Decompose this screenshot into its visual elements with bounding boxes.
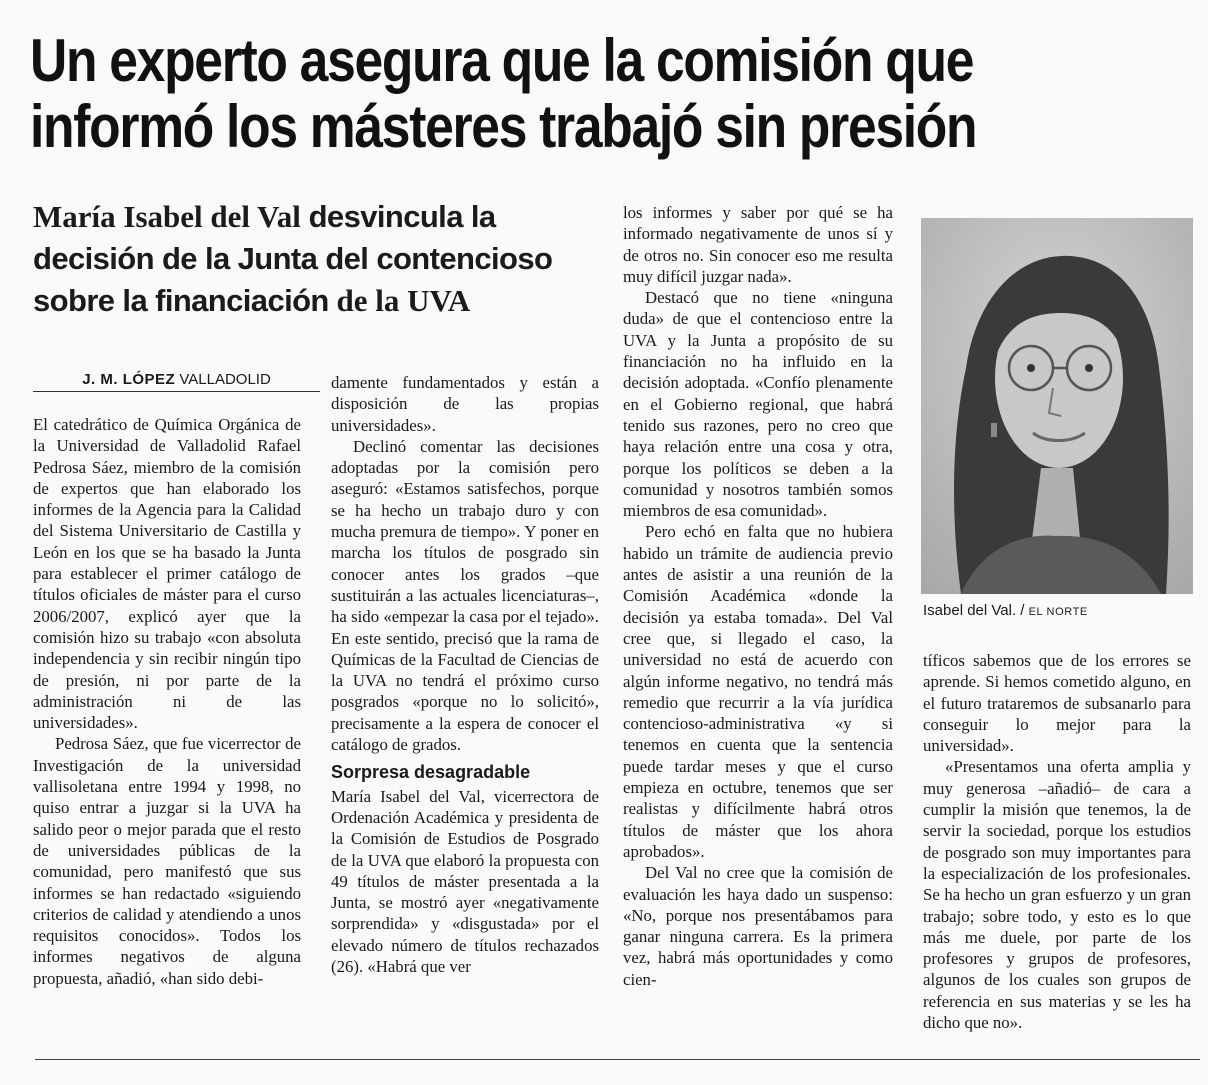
caption-credit: EL NORTE [1028, 606, 1088, 618]
subhead-bold: desvincula la decisión de la Junta del contencioso sobre la financiación [33, 199, 553, 318]
paragraph: «Presentamos una oferta amplia y muy generosa –añadió– de cara a cumplir la misión que tenemos, la de servir la sociedad, porque los estudios de posgrado son muy importantes para la especialización de los profesionales. Se ha hecho un gran esfuerzo y un gran trabajo; sobre todo, y esto es lo que más me duele, por parte de los profesores y grupos de profesores, algunos de los cuales son grupos de referencia en sus materias y se les ha dicho que no». [923, 757, 1191, 1033]
paragraph: Declinó comentar las decisiones adoptadas por la comisión pero aseguró: «Estamos satisfechos, porque se ha hecho un trabajo duro y con mucha premura de tiempo». Y poner en marcha los títulos de posgrado sin conocer antes los grados –que sustituirán a las actuales licenciaturas–, ha sido «empezar la casa por el tejado». En este sentido, precisó que la rama de Químicas de la Facultad de Ciencias de la UVA no tendrá el próximo curso posgrados «porque no lo solicitó», precisamente a la espera de conocer el catálogo de grados. [331, 436, 599, 755]
subheadline [33, 196, 593, 322]
byline-author: J. M. LÓPEZ [82, 371, 176, 388]
paragraph: tíficos sabemos que de los errores se aprende. Si hemos cometido alguno, en el futuro trataremos de subsanarlo para conseguir lo mejor para la universidad». [923, 651, 1191, 756]
paragraph: damente fundamentados y están a disposición de las propias universidades». [331, 373, 599, 435]
caption-name: Isabel del Val. / [923, 602, 1025, 619]
byline [33, 371, 320, 392]
paragraph: Pedrosa Sáez, que fue vicerrector de Investigación de la universidad vallisoletana entre 1994 y 1998, no quiso entrar a juzgar si la UVA ha salido peor o mejor parada que el resto de universidades públicas de la comunidad, pero manifestó que sus informes se han redactado «siguiendo criterios de calidad y atendiendo a unos requisitos conocidos». Todos los informes negativos de alguna propuesta, añadió, «han sido debi- [33, 734, 301, 988]
article-column-1 [33, 414, 301, 989]
paragraph: El catedrático de Química Orgánica de la Universidad de Valladolid Rafael Pedrosa Sáez, miembro de la comisión de expertos que han elaborado los informes de la Agencia para la Calidad del Sistema Universitario de Castilla y León en los que se ha basado la Junta para establecer el primer catálogo de títulos oficiales de máster para el curso 2006/2007, explicó ayer que la comisión hizo su trabajo «con absoluta independencia y sin recibir ningún tipo de presión, ni por parte de la administración ni de las universidades». [33, 415, 301, 733]
subhead-text-1: María Isabel del Val [33, 199, 309, 234]
headline [30, 28, 1028, 160]
article-column-2 [331, 372, 599, 977]
portrait-image [921, 218, 1193, 594]
headline-line-1: Un experto asegura que la comisión que [30, 27, 974, 94]
paragraph: Destacó que no tiene «ninguna duda» de que el contencioso entre la UVA y la Junta a propósito de su financiación no ha influido en la decisión adoptada. «Confío plenamente en el Gobierno regional, que habrá tenido sus razones, pero no creo que haya relación entre una cosa y otra, porque los políticos se deben a la comunidad y nosotros también somos miembros de esa comunidad». [623, 288, 893, 521]
headline-line-2: informó los másteres trabajó sin presión [30, 93, 977, 160]
photo-caption [923, 602, 1088, 619]
article-column-3 [623, 202, 893, 990]
portrait-photo [921, 218, 1193, 594]
byline-place: VALLADOLID [179, 371, 271, 388]
article-column-4 [923, 650, 1191, 1033]
paragraph: los informes y saber por qué se ha informado negativamente de unos sí y de otros no. Sin conocer eso me resulta muy difícil juzgar nada». [623, 203, 893, 286]
paragraph: Del Val no cree que la comisión de evaluación les haya dado un suspenso: «No, porque nos presentábamos para ganar ninguna carrera. Es la primera vez, habrá más oportunidades y como cien- [623, 863, 893, 989]
paragraph: María Isabel del Val, vicerrectora de Ordenación Académica y presidenta de la Comisión de Estudios de Posgrado de la UVA que elaboró la propuesta con 49 títulos de máster presentada a la Junta, se mostró ayer «negativamente sorprendida» y «disgustada» por el elevado número de títulos rechazados (26). «Habrá que ver [331, 786, 599, 977]
section-heading: Sorpresa desagradable [331, 762, 531, 783]
bottom-rule [35, 1059, 1200, 1060]
subhead-text-2: de la UVA [328, 283, 471, 318]
paragraph: Pero echó en falta que no hubiera habido un trámite de audiencia previo antes de asistir a una reunión de la Comisión Académica «donde la decisión ya estaba tomada». Del Val cree que, si llegado el caso, la universidad no está de acuerdo con algún informe negativo, no tendrá más remedio que recurrir a la vía jurídica contencioso-administrativa «y si tenemos en cuenta que la sentencia puede tardar meses y que el curso empieza en octubre, tenemos que ser realistas y difícilmente habrá otros títulos de máster que los ahora aprobados». [623, 522, 893, 861]
